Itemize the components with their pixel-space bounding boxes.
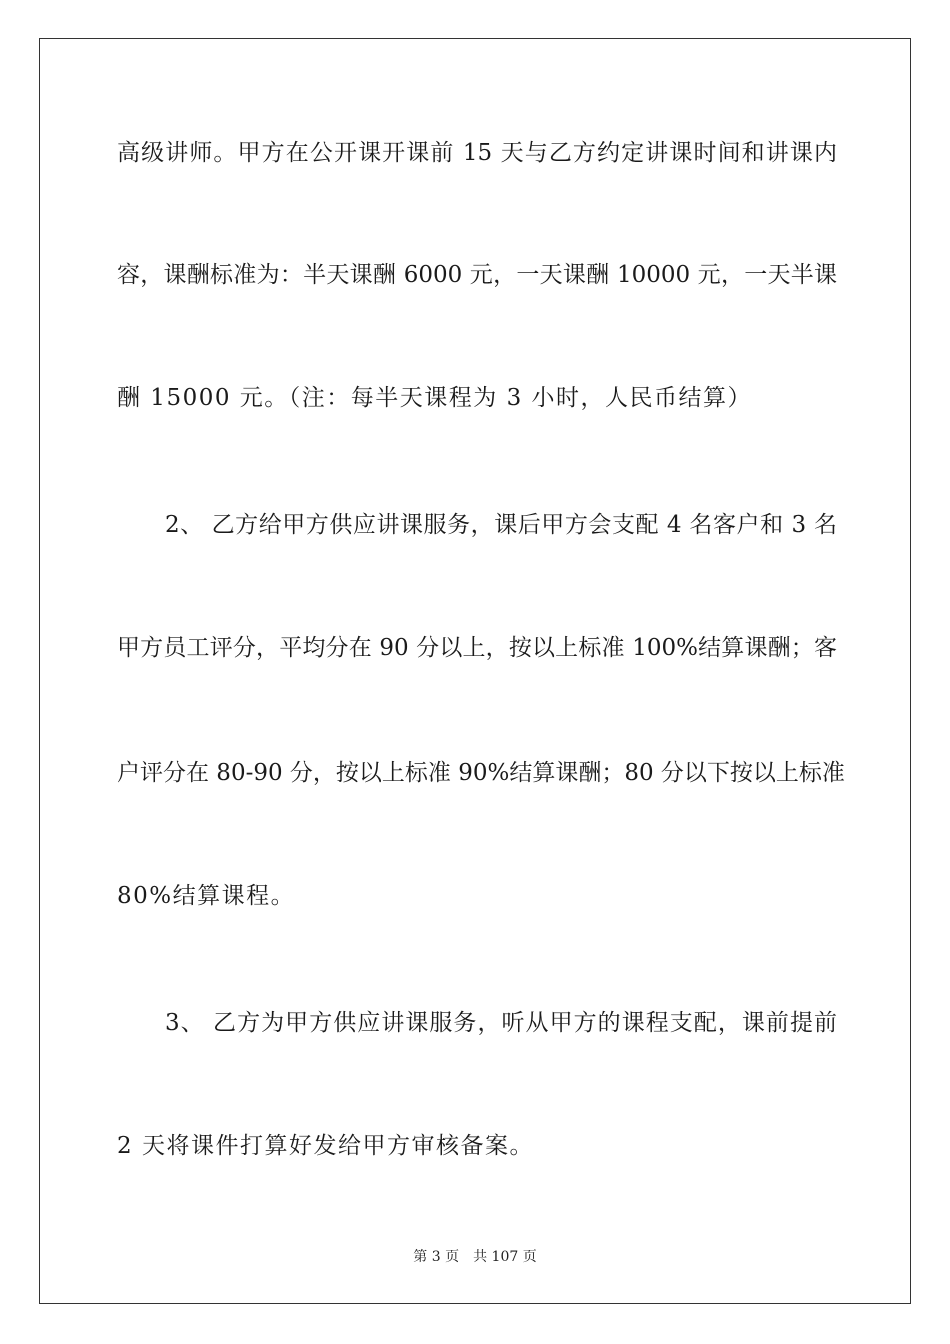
body-line-6: 户评分在 80-90 分，按以上标准 90%结算课酬；80 分以下按以上标准: [117, 760, 845, 786]
body-line-5: 甲方员工评分，平均分在 90 分以上，按以上标准 100%结算课酬；客: [117, 635, 837, 661]
body-line-1: 高级讲师。甲方在公开课开课前 15 天与乙方约定讲课时间和讲课内: [117, 140, 837, 166]
body-line-7: 80%结算课程。: [117, 883, 296, 909]
body-line-3: 酬 15000 元。（注：每半天课程为 3 小时，人民币结算）: [117, 385, 753, 411]
total-pages: 共 107 页: [473, 1249, 537, 1265]
body-line-4-item-2: 2、 乙方给甲方供应讲课服务，课后甲方会支配 4 名客户和 3 名: [165, 512, 837, 538]
page-footer: [0, 1248, 950, 1266]
body-line-2: 容，课酬标准为：半天课酬 6000 元，一天课酬 10000 元，一天半课: [117, 262, 837, 288]
body-line-9: 2 天将课件打算好发给甲方审核备案。: [117, 1133, 534, 1159]
page-number: 第 3 页: [413, 1249, 460, 1265]
page-border: [39, 38, 911, 1304]
body-line-8-item-3: 3、 乙方为甲方供应讲课服务，听从甲方的课程支配，课前提前: [165, 1010, 837, 1036]
